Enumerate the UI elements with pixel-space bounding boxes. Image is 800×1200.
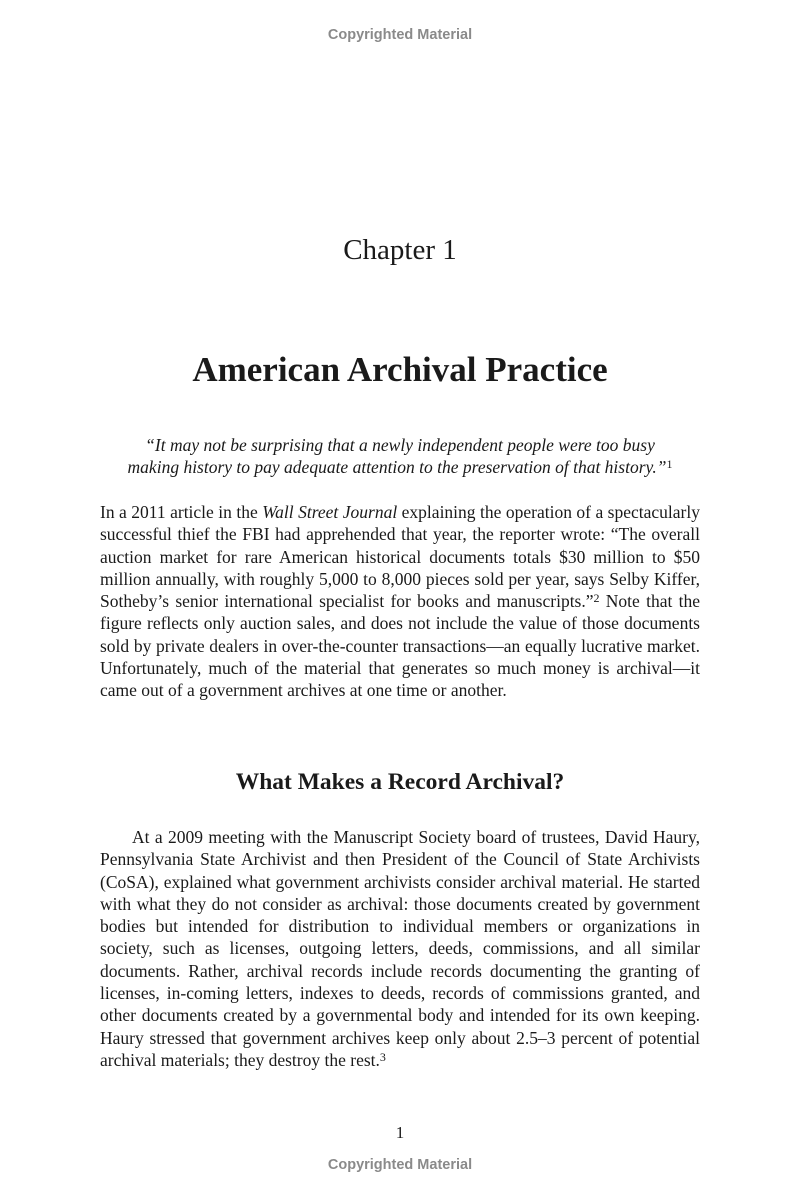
copyright-watermark-bottom: Copyrighted Material <box>327 1157 473 1173</box>
copyright-watermark-top: Copyrighted Material <box>327 27 473 43</box>
page-number: 1 <box>395 1123 405 1142</box>
footnote-ref-1: 1 <box>666 457 673 471</box>
chapter-label: Chapter 1 <box>343 234 457 266</box>
paragraph-1-text-a: In a 2011 article in the <box>100 502 263 522</box>
paragraph-1-text-b: explaining the operation of a spectacularly successful thief the FBI had apprehended that year, the reporter wrote: “The overall auction market for rare American historical documents totals $30 million to $50 million annually, with roughly 5,000 to 8,000 pieces sold per year, says Selby Kiffer, Sotheby’s senior international specialist for books and manuscripts.” <box>100 502 700 612</box>
epigraph-line-1: “It may not be surprising that a newly independent people were too busy <box>145 435 655 455</box>
body-paragraph-1 <box>100 501 700 702</box>
paragraph-2-text: At a 2009 meeting with the Manuscript Society board of trustees, David Haury, Pennsylvania State Archivist and then President of the Council of State Archivists (CoSA), explained what government archivists consider archival material. He started with what they do not consider as archival: those documents created by government bodies but intended for distribution to individual members or organizations in society, such as licenses, outgoing letters, deeds, commissions, and all similar documents. Rather, archival records include records documenting the granting of licenses, in-coming letters, indexes to deeds, records of commissions granted, and other documents created by a governmental body and intended for its own keeping. Haury stressed that government archives keep only about 2.5–3 percent of potential archival materials; they destroy the rest. <box>100 827 700 1070</box>
footnote-ref-2: 2 <box>593 591 600 606</box>
chapter-title: American Archival Practice <box>192 350 608 389</box>
publication-title: Wall Street Journal <box>262 502 398 522</box>
body-paragraph-2 <box>100 826 700 1071</box>
epigraph-line-2: making history to pay adequate attention to the preservation of that history.” <box>127 457 667 477</box>
section-heading: What Makes a Record Archival? <box>235 769 565 795</box>
epigraph <box>100 434 700 478</box>
paragraph-1-text-c: Note that the figure reflects only auction sales, and does not include the value of those documents sold by private dealers in over-the-counter transactions—an equally lucrative market. Unfortunately, much of the material that generates so much money is archival—it came out of a government archives at one time or another. <box>100 591 700 701</box>
footnote-ref-3: 3 <box>379 1049 386 1064</box>
